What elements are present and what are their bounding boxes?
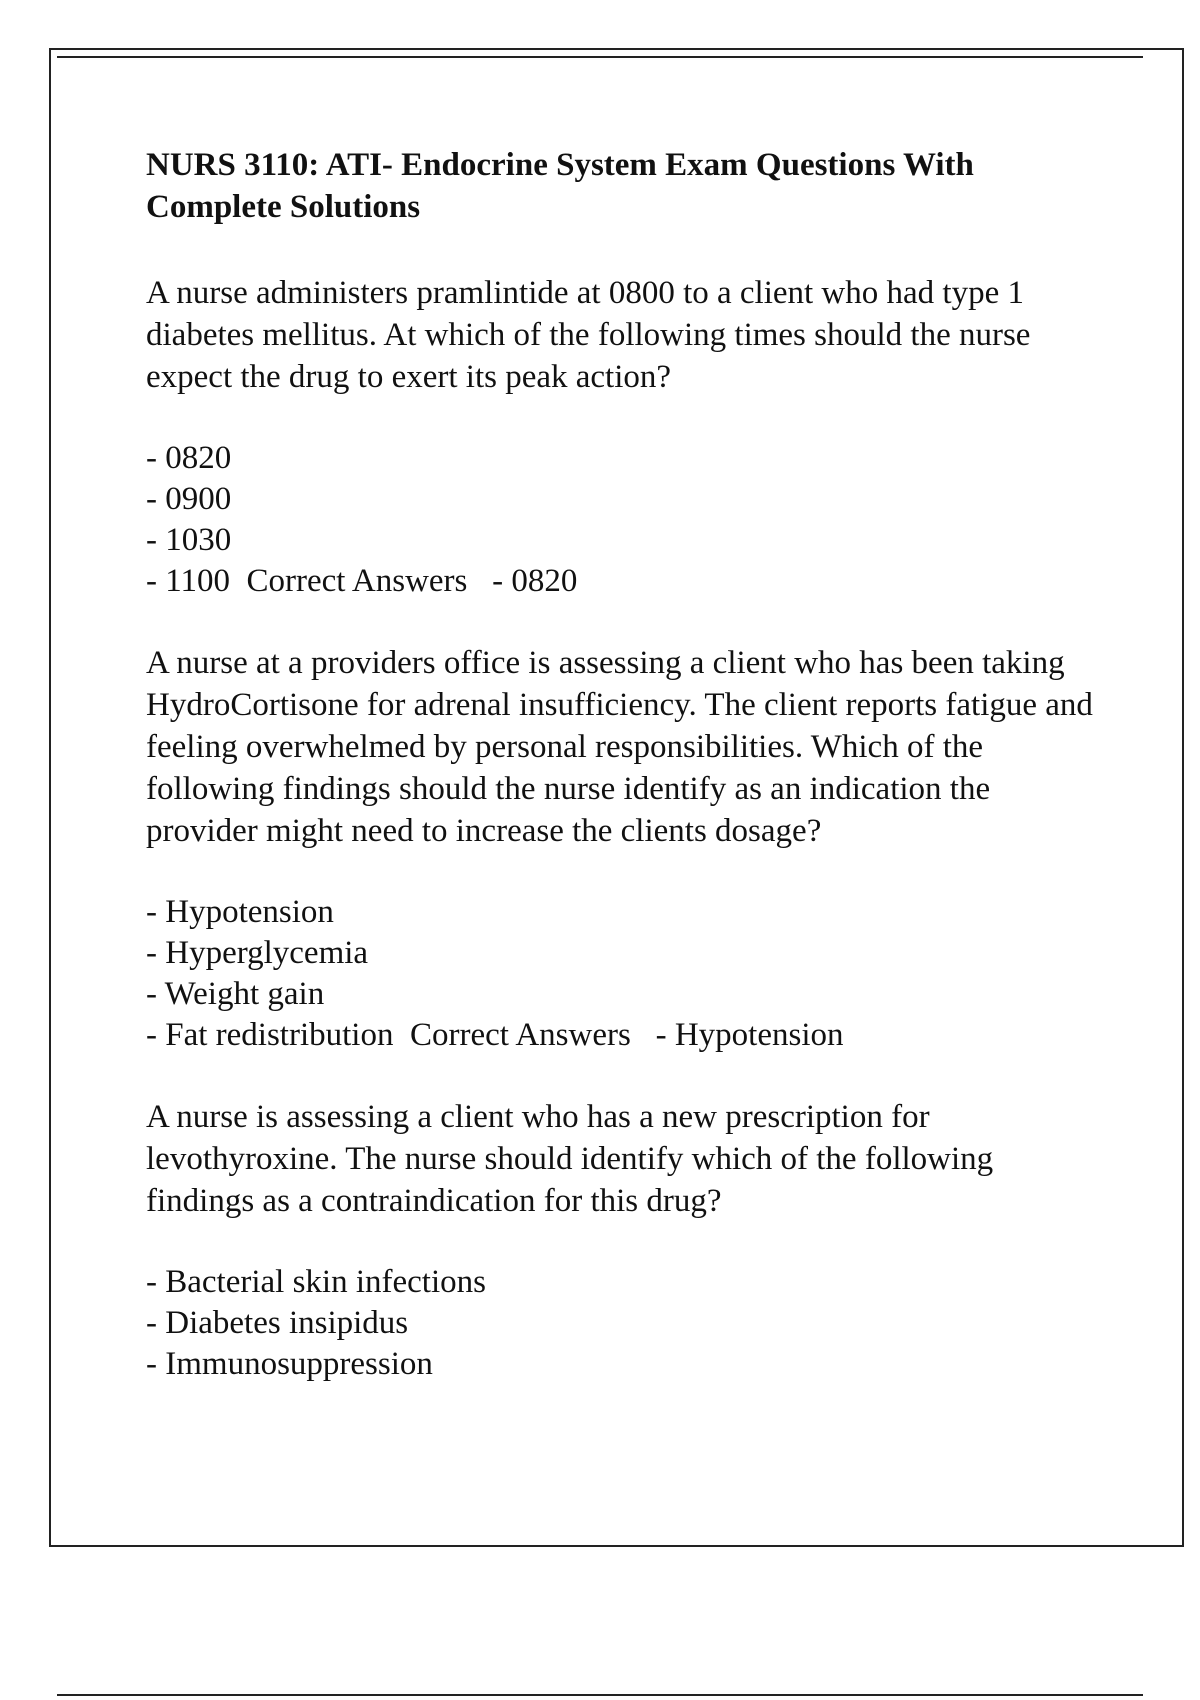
document-title: NURS 3110: ATI- Endocrine System Exam Questions With Complete Solutions <box>146 147 974 225</box>
option-item: - Hypotension <box>146 894 334 930</box>
option-item: - Bacterial skin infections <box>146 1264 486 1300</box>
option-list <box>146 892 1106 1056</box>
option-item: - Hyperglycemia <box>146 935 369 971</box>
correct-answer: - Hypotension <box>655 1017 844 1053</box>
option-item: - Weight gain <box>146 976 325 1012</box>
option-item: - 1100 Correct Answers - 0820 <box>146 563 578 599</box>
correct-answers-label: Correct Answers <box>246 563 468 599</box>
correct-answer: - 0820 <box>492 563 578 599</box>
question-text: A nurse administers pramlintide at 0800 to a client who had type 1 diabetes mellitus. At which of the following times should the nurse expect the drug to exert its peak action? <box>146 275 1031 395</box>
bottom-rule <box>57 1694 1143 1696</box>
question-text: A nurse is assessing a client who has a new prescription for levothyroxine. The nurse should identify which of the following findings as a contraindication for this drug? <box>146 1099 994 1219</box>
option-item: - 1030 <box>146 522 232 558</box>
document-body <box>146 144 1106 1425</box>
option-item: - 0820 <box>146 440 232 476</box>
question-2 <box>146 642 1106 1056</box>
correct-answers-label: Correct Answers <box>409 1017 631 1053</box>
question-3 <box>146 1096 1106 1385</box>
option-item: - Fat redistribution Correct Answers - Hypotension <box>146 1017 844 1053</box>
option-item: - Diabetes insipidus <box>146 1305 409 1341</box>
option-item: - 0900 <box>146 481 232 517</box>
option-item: - Immunosuppression <box>146 1346 433 1382</box>
option-list <box>146 1262 1106 1385</box>
question-text: A nurse at a providers office is assessing a client who has been taking HydroCortisone for adrenal insufficiency. The client reports fatigue and feeling overwhelmed by personal responsibilities. Which of the following findings should the nurse identify as an indication the provider might need to increase the clients dosage? <box>146 645 1093 849</box>
question-1 <box>146 272 1106 602</box>
option-list <box>146 438 1106 602</box>
